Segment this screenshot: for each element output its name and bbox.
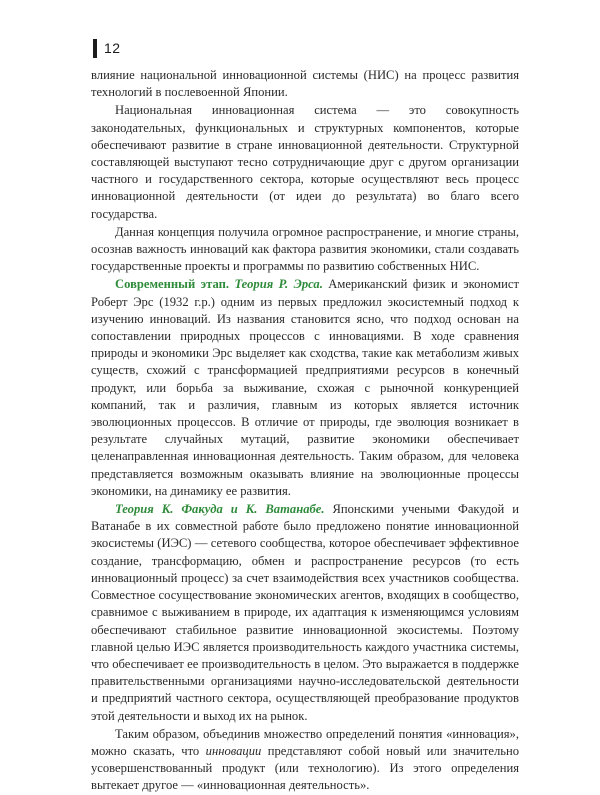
emphasis-innovation: инновации (205, 743, 262, 758)
page-body (91, 67, 519, 795)
page-number: 12 (104, 40, 121, 56)
header-bar (93, 39, 97, 58)
paragraph-2: Национальная инновационная система — это совокупность законодательных, функциональных и структурных компонентов, которые обеспечивают развитие в стране инновационной деятельности. Структурной составляющей выступают тесно сотрудничающие друг с другом организации частного и государственного сектора, которые осуществляют весь процесс инновационной деятельности (от идеи до результата) во благо всего государства. (91, 103, 519, 221)
paragraph-1: влияние национальной инновационной системы (НИС) на процесс развития технологий в послевоенной Японии. (91, 68, 519, 100)
paragraph-5 (91, 501, 519, 725)
section-heading-ayres-theory: Теория Р. Эрса. (234, 277, 323, 292)
paragraph-4-text: Американский физик и экономист Роберт Эрс (1932 г.р.) одним из первых предложил экосистемный подход к изучению инноваций. Из названия становится ясно, что подход основан на сопоставлении природных процессов с инновациями. В ходе сравнения природы и экономики Эрс выделяет как сходства, такие как метаболизм живых существ, схожий с трансформацией предприятиями ресурсов в конечный продукт, или борьба за выживание, схожая с рыночной конкуренцией компаний, так и различия, главным из которых является источник эволюционных процессов. В отличие от природы, где эволюция возникает в результате случайных мутаций, развитие экономики обеспечивает целенаправленная инновационная деятельность. Таким образом, для человека представляется возможным оказывать влияние на эволюционные процессы экономики, на динамику ее развития. (91, 277, 519, 498)
paragraph-6-text-a: Таким образом, объединив множество определений понятия «инновация», можно сказать, что (91, 726, 519, 758)
page-header (93, 38, 121, 58)
section-heading-fukuda-watanabe-theory: Теория К. Факуда и К. Ватанабе. (115, 502, 325, 517)
paragraph-5-text: Японскими учеными Факудой и Ватанабе в их совместной работе было предложено понятие инновационной экосистемы (ИЭС) — сетевого сообщества, которое обеспечивает эффективное создание, трансформацию, обмен и распространение ресурсов (то есть инновационный процесс) за счет взаимодействия всех участников сообщества. Совместное сосуществование экономических агентов, входящих в сообщество, сравнимое с выживанием в природе, их адаптация к изменяющимся условиям обеспечивают стабильное развитие инновационной экосистемы. Поэтому главной целью ИЭС является производительность каждого участника системы, что обеспечивает ее производительность в целом. Это выражается в поддержке правительственными организациями научно-исследовательской деятельности и предприятий частного сектора, осуществляющей преобразование продуктов этой деятельности и выход их на рынок. (91, 502, 519, 723)
paragraph-6 (91, 726, 519, 795)
section-heading-modern-stage: Современный этап. (115, 277, 229, 292)
paragraph-4 (91, 276, 519, 500)
paragraph-3: Данная концепция получила огромное распространение, и многие страны, осознав важность инноваций как фактора развития экономики, стали создавать государственные проекты и программы по развитию собственных НИС. (91, 224, 519, 274)
paragraph-6-text-b: представляют собой новый или значительно усовершенствованный продукт (или технологию). Из этого определения вытекает другое — «инновационная деятельность». (91, 743, 520, 793)
